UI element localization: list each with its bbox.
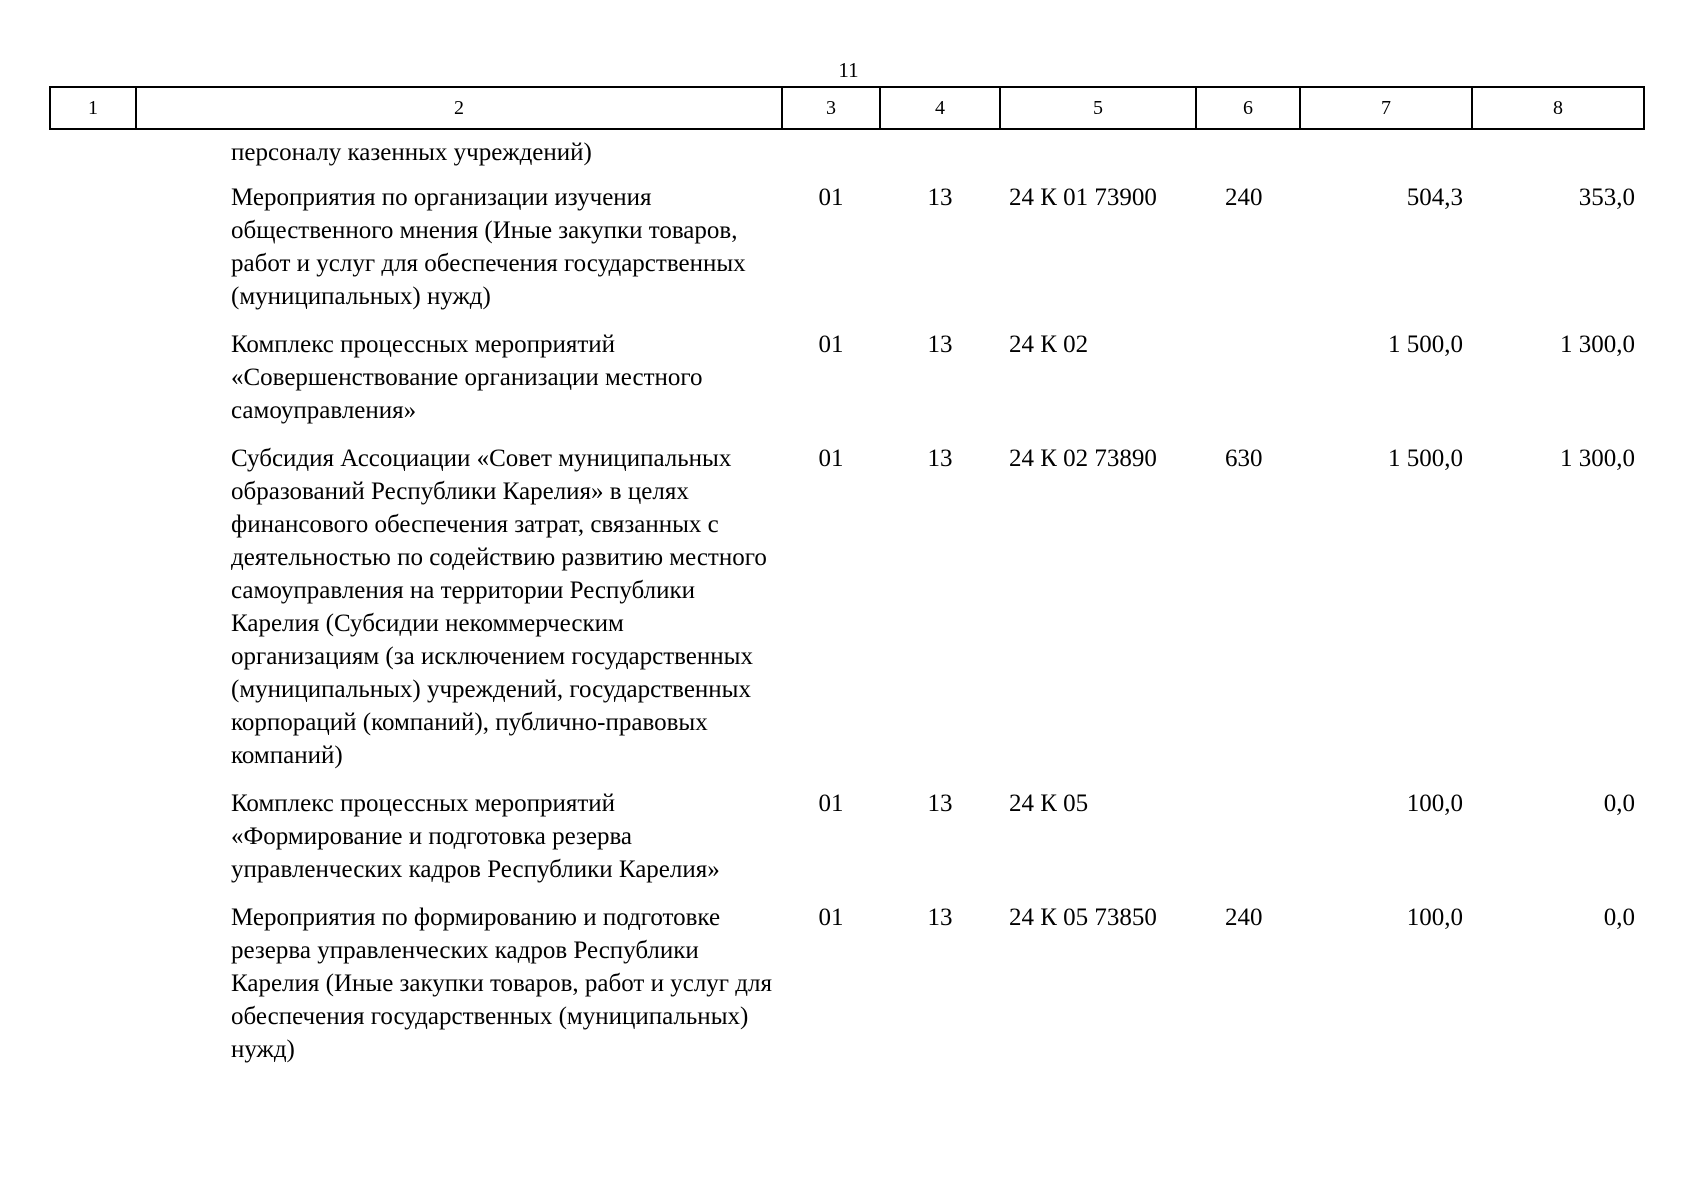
row-section: 01 — [818, 184, 844, 211]
row-amount-1: 504,3 — [1406, 184, 1463, 211]
row-target-code: 24 К 05 — [1009, 790, 1089, 817]
table-row — [50, 442, 1644, 787]
row-amount-2: 0,0 — [1603, 904, 1635, 931]
row-amount-2: 0,0 — [1603, 790, 1635, 817]
budget-table — [49, 86, 1645, 1081]
row-section: 01 — [818, 331, 844, 358]
column-header-8: 8 — [1472, 87, 1644, 129]
column-header-1: 1 — [50, 87, 136, 129]
continuation-row — [50, 129, 1644, 181]
column-header-4: 4 — [880, 87, 1000, 129]
row-amount-1: 1 500,0 — [1388, 331, 1463, 358]
row-name: Комплекс процессных мероприятий «Совершенствование организации местного самоуправления» — [231, 331, 703, 424]
row-subsection: 13 — [927, 445, 953, 472]
column-header-7: 7 — [1300, 87, 1472, 129]
table-row — [50, 787, 1644, 901]
row-section: 01 — [818, 904, 844, 931]
table-row — [50, 181, 1644, 328]
column-header-6: 6 — [1196, 87, 1300, 129]
row-amount-2: 1 300,0 — [1560, 445, 1635, 472]
page-number: 11 — [838, 58, 859, 82]
table-row — [50, 901, 1644, 1081]
row-target-code: 24 К 01 73900 — [1009, 184, 1157, 211]
row-expense-type: 240 — [1225, 184, 1263, 211]
row-name: Мероприятия по организации изучения общественного мнения (Иные закупки товаров, работ и услуг для обеспечения государственных (муниципальных) нужд) — [231, 184, 746, 310]
row-subsection: 13 — [927, 331, 953, 358]
row-section: 01 — [818, 445, 844, 472]
row-name: Мероприятия по формированию и подготовке резерва управленческих кадров Республики Карелия (Иные закупки товаров, работ и услуг для обеспечения государственных (муниципальных) нужд) — [231, 904, 772, 1063]
row-name: Комплекс процессных мероприятий «Формирование и подготовка резерва управленческих кадров Республики Карелия» — [231, 790, 720, 883]
row-amount-2: 1 300,0 — [1560, 331, 1635, 358]
continuation-text: персоналу казенных учреждений) — [231, 139, 592, 166]
row-expense-type — [1196, 328, 1300, 442]
row-amount-2: 353,0 — [1578, 184, 1635, 211]
row-amount-1: 1 500,0 — [1388, 445, 1463, 472]
row-amount-1: 100,0 — [1406, 904, 1463, 931]
row-expense-type — [1196, 787, 1300, 901]
row-amount-1: 100,0 — [1406, 790, 1463, 817]
table-row — [50, 328, 1644, 442]
header-row — [50, 87, 1644, 129]
row-name: Субсидия Ассоциации «Совет муниципальных образований Республики Карелия» в целях финансового обеспечения затрат, связанных с деятельностью по содействию развитию местного самоуправления на территории Республики Карелия (Субсидии некоммерческим организациям (за исключением государственных (муниципальных) учреждений, государственных корпораций (компаний), публично-правовых компаний) — [231, 445, 767, 769]
column-header-2: 2 — [136, 87, 782, 129]
row-expense-type: 240 — [1225, 904, 1263, 931]
row-subsection: 13 — [927, 904, 953, 931]
row-subsection: 13 — [927, 790, 953, 817]
row-expense-type: 630 — [1225, 445, 1263, 472]
column-header-3: 3 — [782, 87, 880, 129]
row-target-code: 24 К 05 73850 — [1009, 904, 1157, 931]
row-target-code: 24 К 02 — [1009, 331, 1089, 358]
row-subsection: 13 — [927, 184, 953, 211]
row-section: 01 — [818, 790, 844, 817]
row-target-code: 24 К 02 73890 — [1009, 445, 1157, 472]
column-header-5: 5 — [1000, 87, 1196, 129]
